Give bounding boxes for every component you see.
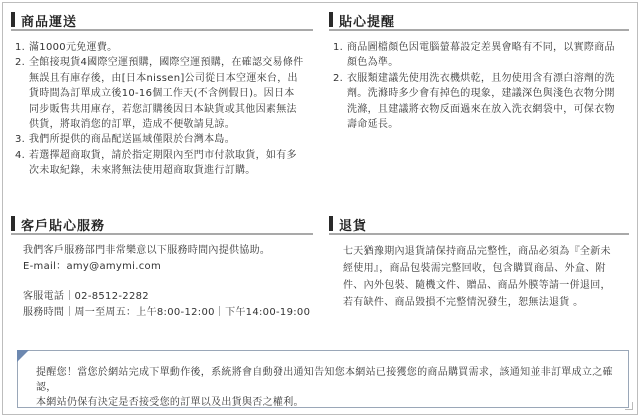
returns-panel xyxy=(329,213,629,311)
list-item: 4. 若選擇超商取貨，請於指定期限內至門市付款取貨，如有多 次未取紀錄，未來將無法使用超商取貨進行訂購。 xyxy=(15,149,297,177)
hours-label: 服務時間｜ xyxy=(23,307,75,318)
list-item: 1. 商品圖檔顏色因電腦螢幕設定差異會略有不同，以實際商品 顏色為準。 xyxy=(333,42,615,69)
returns-header xyxy=(329,213,629,235)
shipping-list xyxy=(11,40,313,179)
service-intro: 我們客戶服務部門非常樂意以下服務時間內提供協助。 xyxy=(23,245,271,256)
tips-title: 貼心提醒 xyxy=(339,15,396,30)
service-body xyxy=(11,243,313,321)
service-title: 客戶貼心服務 xyxy=(21,219,106,234)
returns-line: 件、內外包裝、隨機文件、贈品、商品外膜等請一併退回， xyxy=(343,280,611,291)
returns-title: 退貨 xyxy=(339,219,368,234)
notice-text xyxy=(36,365,614,410)
returns-line: 若有缺件、商品毀損不完整情況發生，恕無法退貨 。 xyxy=(343,297,584,308)
tips-header xyxy=(329,9,629,31)
service-phone-row xyxy=(23,289,313,305)
service-panel xyxy=(11,213,313,321)
header-bar-icon xyxy=(329,216,333,231)
service-email-row xyxy=(23,259,313,275)
email-link[interactable]: amy@amymi.com xyxy=(66,261,161,272)
service-hours-row xyxy=(23,305,313,321)
header-bar-icon xyxy=(11,216,15,231)
notice-box xyxy=(17,350,629,408)
tips-list xyxy=(329,40,629,132)
list-item: 3. 我們所提供的商品配送區域僅限於台灣本島。 xyxy=(15,134,235,146)
list-item: 2. 衣服類建議先使用洗衣機烘乾，且勿使用含有漂白溶劑的洗 劑。洗滌時多少會有掉色的現象，建議深色與淺色衣物分開 洗滌，且建議將衣物反面過來在放入洗衣網袋中，可保衣物 壽命延長。 xyxy=(333,72,615,131)
email-label: E-mail： xyxy=(23,261,67,272)
service-header xyxy=(11,213,313,235)
phone-number: 02-8512-2282 xyxy=(74,291,149,302)
hours-value: 周一至周五：上午8:00-12:00｜下午14:00-19:00 xyxy=(74,307,311,318)
list-item: 1. 滿1000元免運費。 xyxy=(15,42,118,53)
shipping-panel xyxy=(11,9,313,179)
header-bar-icon xyxy=(329,12,333,27)
returns-line: 經使用』，商品包裝需完整回收，包含購買商品、外盒、附 xyxy=(343,263,606,274)
resize-grip-icon[interactable] xyxy=(625,402,633,410)
notice-line: 提醒您！當您於網站完成下單動作後，系統將會自動發出通知告知您本網站已接獲您的商品購買需求，該通知並非訂單成立之確認， xyxy=(36,367,613,393)
header-bar-icon xyxy=(11,12,15,27)
tips-panel xyxy=(329,9,629,132)
notice-line: 本網站仍保有決定是否接受您的訂單以及出貨與否之權利。 xyxy=(36,397,304,408)
corner-triangle-icon xyxy=(17,350,29,362)
list-item: 2. 全館接現貨4國際空運預購，國際空運預購，在確認交易條件 無誤且有庫存後，由[日本nissen]公司從日本空運來台，出 貨時間為訂單成立後10-16個工作天(不含例假日)。因日本 同步販售共用庫存，若您訂購後因日本缺貨或其他因素無法 供貨，將取消您的訂單，造成不便敬請見諒。 xyxy=(15,57,304,131)
shipping-title: 商品運送 xyxy=(21,15,78,30)
returns-line: 七天猶豫期內退貨請保持商品完整性，商品必須為『全新未 xyxy=(343,246,611,257)
shipping-header xyxy=(11,9,313,31)
returns-body xyxy=(329,243,629,311)
page-frame xyxy=(2,2,638,415)
phone-label: 客服電話｜ xyxy=(23,291,75,302)
